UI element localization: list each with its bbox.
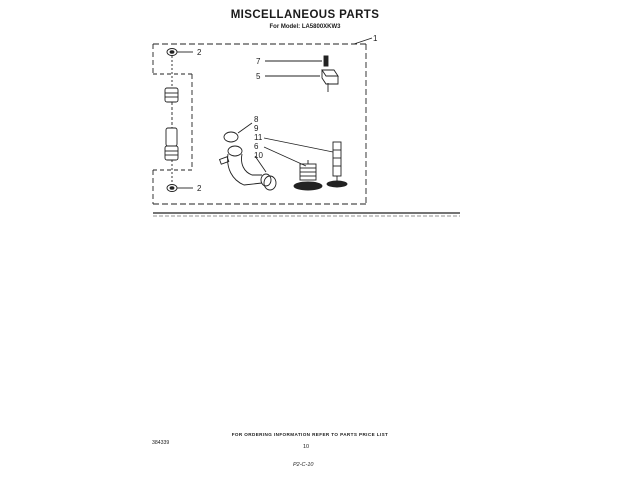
part-number: 384339: [152, 440, 170, 446]
callout-11: 11: [254, 133, 263, 142]
page-title: MISCELLANEOUS PARTS: [230, 9, 380, 21]
handwritten-code: P2-C-10: [293, 462, 314, 468]
callout-2-bottom: 2: [197, 184, 202, 193]
callout-6: 6: [254, 142, 259, 151]
model-subtitle: For Model: LA5800XKW3: [269, 24, 341, 30]
callout-9: 9: [254, 124, 259, 133]
leveling-foot: [294, 160, 322, 190]
callout-8: 8: [254, 115, 259, 124]
drain-elbow: [220, 123, 276, 190]
ordering-info-note: FOR ORDERING INFORMATION REFER TO PARTS PRICE LIST: [231, 432, 389, 437]
callout-2-top: 2: [197, 48, 202, 57]
callout-5: 5: [256, 72, 261, 81]
callout-7: 7: [256, 57, 261, 66]
callout-1: 1: [373, 34, 378, 43]
callout-10: 10: [254, 151, 263, 160]
screw-and-bracket: [265, 56, 338, 92]
leveling-leg: [327, 142, 347, 187]
page-number: 10: [302, 444, 310, 450]
